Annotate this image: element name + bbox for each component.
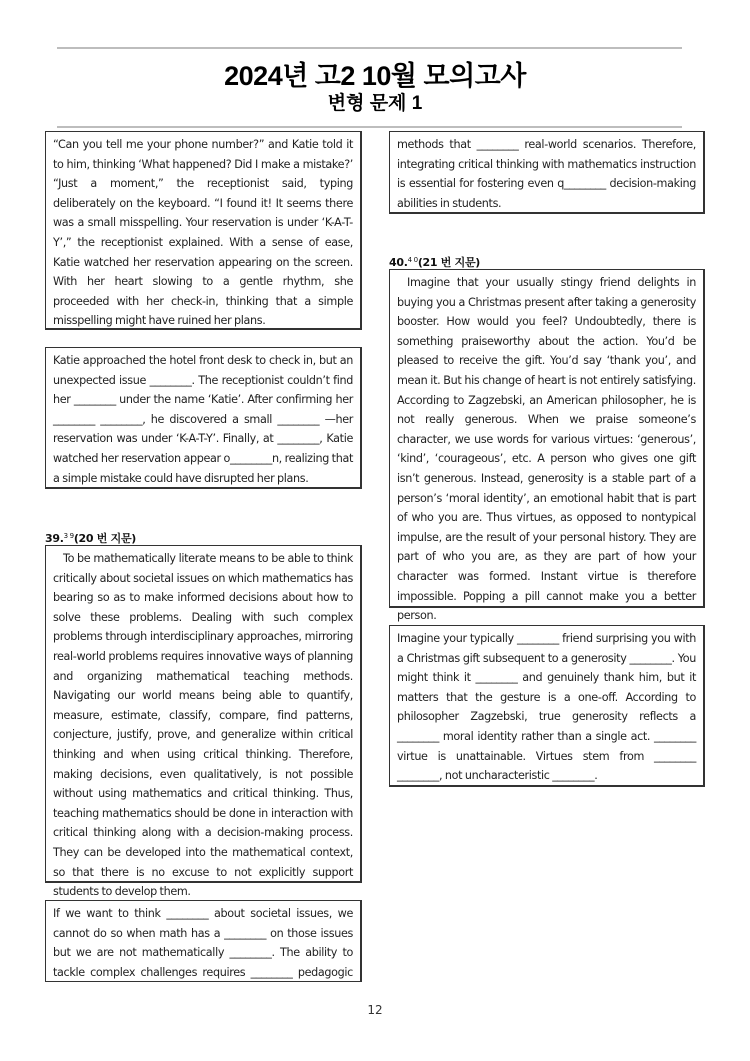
- question-number: 40.: [389, 256, 408, 269]
- passage-text: Imagine that your usually stingy friend delights in buying you a Christmas present after taking a generosity booster. How would you feel? Undoubtedly, there is something praiseworthy about the action. You’d be pleased to receive the gift. You’d say ‘thank you’, and mean it. But his change of heart is not entirely satisfying. According to Zagzebski, an American philosopher, he is not really generous. When we praise someone’s character, we use words for various virtues: ‘generous’, ‘kind’, ‘courageous’, etc. A person who gives one gift isn’t generous. Instead, generosity is a stable part of a person’s ‘moral identity’, an emotional habit that is part of who you are. Thus virtues, as opposed to nontypical impulse, are the result of your personal history. They are part of who you are, as they are part of how your character was formed. Instant virtue is therefore impossible. Popping a pill cannot make you a better person.: [397, 276, 696, 623]
- passage-box-39: [45, 545, 362, 899]
- question-sup: 4 0: [407, 256, 418, 264]
- header-top-rule: [57, 47, 682, 49]
- question-number: 39.: [45, 532, 64, 545]
- passage-box-40: [389, 269, 705, 623]
- summary-box-38: [45, 347, 362, 489]
- question-39-label: [45, 530, 136, 546]
- page-subtitle: 변형 문제 1: [327, 93, 423, 114]
- summary-text: If we want to think ________ about societal issues, we cannot do so when math has a ________ on those issues but we are not mathematically ________. The ability to tackle complex challenges requires ________ pedagogic: [53, 907, 353, 979]
- summary-box-40: [389, 625, 705, 787]
- page-title: 2024년 고2 10월 모의고사: [224, 61, 526, 91]
- page-number: 12: [367, 1003, 383, 1017]
- summary-text: methods that ________ real-world scenarios. Therefore, integrating critical thinking with mathematics instruction is essential for fostering even q________ decision-making abilities in students.: [397, 138, 696, 210]
- summary-box-39-part-1: [45, 900, 362, 982]
- passage-box-38-continued: [45, 131, 362, 330]
- question-sup: 3 9: [63, 532, 74, 540]
- question-source: (21 번 지문): [417, 256, 481, 269]
- passage-text: To be mathematically literate means to be able to think critically about societal issues on which mathematics has bearing so as to make informed decisions about how to solve these problems. Dealing with such complex problems through interdisciplinary approaches, mirroring real-world problems requires innovative ways of planning and organizing mathematical teaching methods. Navigating our world means being able to quantify, measure, estimate, classify, compare, find patterns, conjecture, justify, prove, and generalize within critical thinking and when using critical thinking. Therefore, making decisions, even qualitatively, is not possible without using mathematics and critical thinking. Thus, teaching mathematics should be done in interaction with critical thinking along with a decision-making process. They can be developed into the mathematical context, so that there is no excuse to not explicitly support students to develop them.: [53, 552, 353, 899]
- question-40-label: [389, 254, 480, 270]
- header-bottom-rule: [57, 126, 682, 128]
- summary-box-39-part-2: [389, 131, 705, 214]
- passage-text: “Can you tell me your phone number?” and Katie told it to him, thinking ‘What happened? Did I make a mistake?’ “Just a moment,” the receptionist said, typing deliberately on the keyboard. “I found it! It seems there was a small misspelling. Your reservation is under ‘K-A-T-Y’,” the receptionist explained. With a sense of ease, Katie watched her reservation appearing on the screen. With her heart slowing to a gentle rhythm, she proceeded with her check-in, thinking that a simple misspelling might have ruined her plans.: [53, 138, 353, 328]
- summary-text: Imagine your typically ________ friend surprising you with a Christmas gift subsequent to a generosity ________. You might think it ________ and genuinely thank him, but it matters that the gesture is a one-off. According to philosopher Zagzebski, true generosity reflects a ________ moral identity rather than a single act. ________ virtue is unattainable. Virtues stem from ________ ________, not uncharacteristic ________.: [397, 632, 696, 783]
- question-source: (20 번 지문): [73, 532, 137, 545]
- summary-text: Katie approached the hotel front desk to check in, but an unexpected issue ________. The receptionist couldn’t find her ________ under the name ‘Katie’. After confirming her ________ ________, he discovered a small ________ —her reservation was under ‘K-A-T-Y’. Finally, at ________, Katie watched her reservation appear o________n, realizing that a simple mistake could have disrupted her plans.: [53, 354, 353, 485]
